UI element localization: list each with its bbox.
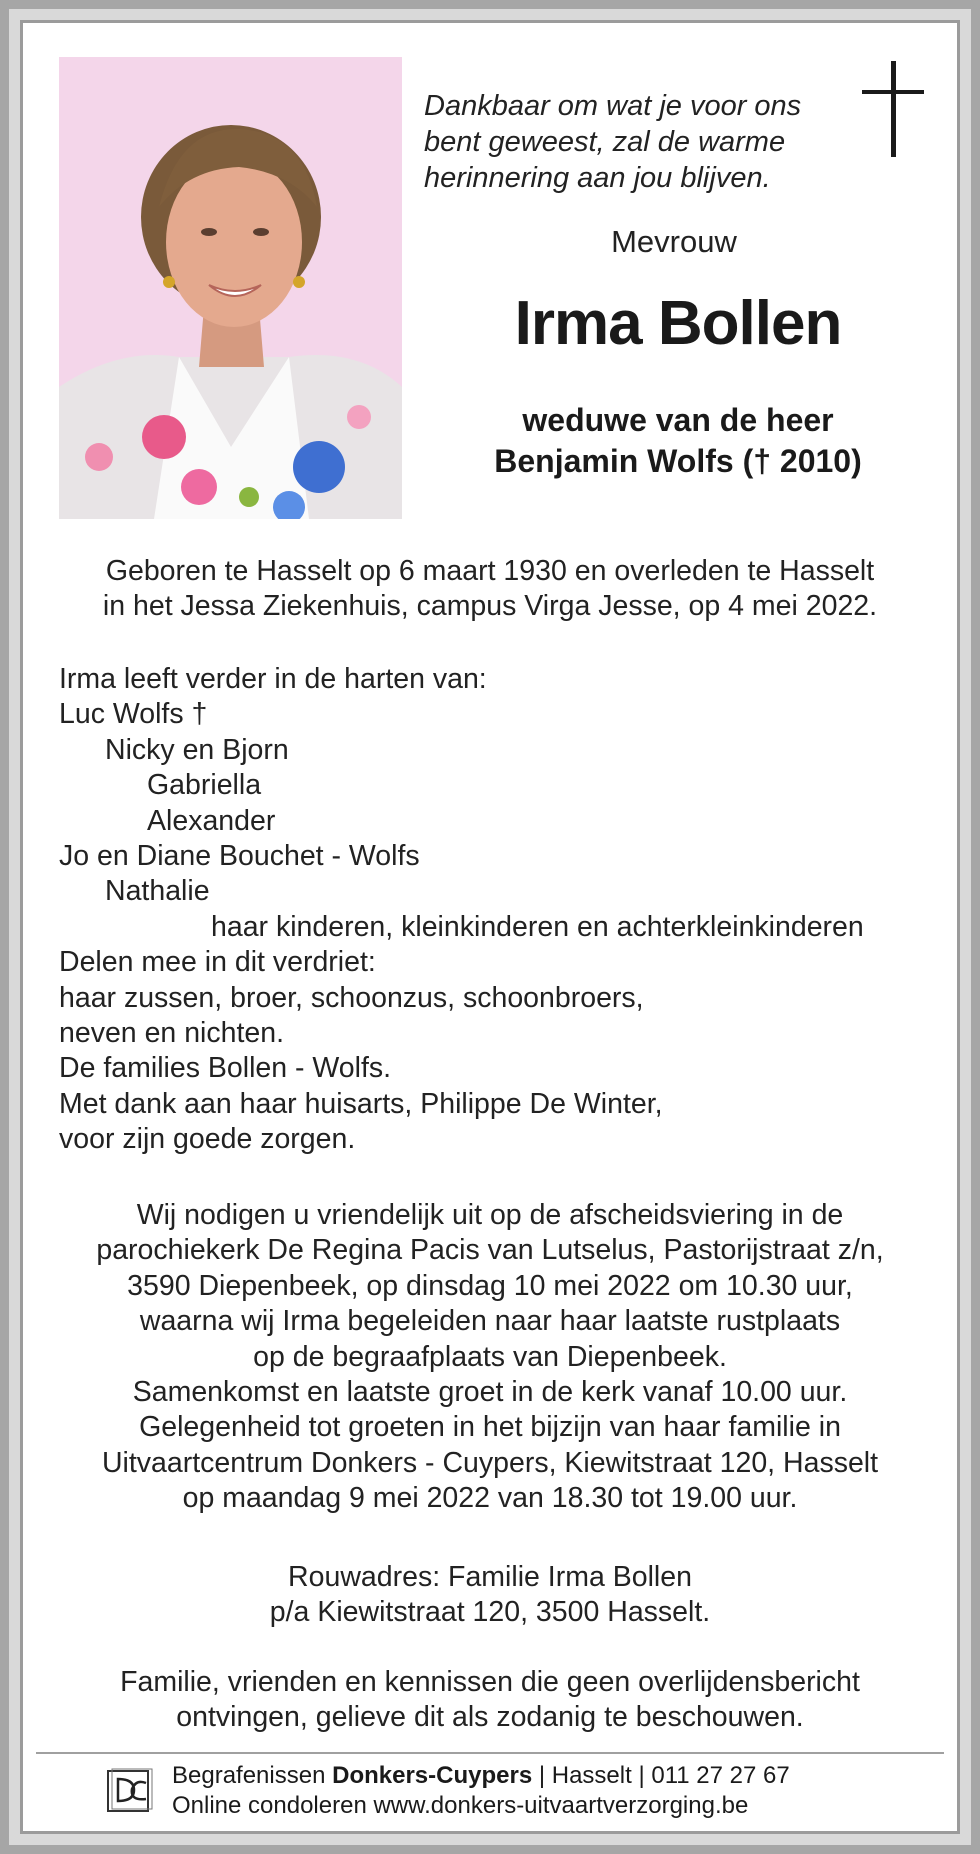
family-siblings: haar zussen, broer, schoonzus, schoonbroers, (59, 981, 644, 1014)
family-families: De families Bollen - Wolfs. (59, 1052, 392, 1085)
ceremony-details (40, 1198, 940, 1517)
notice-line: Familie, vrienden en kennissen die geen overlijdensbericht (120, 1666, 860, 1698)
honorific: Mevrouw (611, 224, 737, 259)
latin-cross-icon (862, 61, 924, 157)
footer-divider (36, 1752, 944, 1754)
family-member: Luc Wolfs † (59, 698, 208, 731)
memorial-quote (424, 88, 854, 196)
family-member: Alexander (147, 804, 276, 837)
funeral-home-location: | Hasselt | 011 27 27 67 (532, 1762, 790, 1789)
family-summary: haar kinderen, kleinkinderen en achterkleinkinderen (211, 910, 864, 943)
ceremony-line: op de begraafplaats van Diepenbeek. (253, 1340, 727, 1373)
quote-line: bent geweest, zal de warme (424, 126, 786, 158)
dc-monogram-logo (106, 1767, 154, 1815)
address-line: Rouwadres: Familie Irma Bollen (288, 1561, 692, 1593)
family-member: Jo en Diane Bouchet - Wolfs (59, 840, 420, 873)
family-thanks: Met dank aan haar huisarts, Philippe De Winter, (59, 1087, 663, 1120)
family-care: voor zijn goede zorgen. (59, 1123, 356, 1156)
family-member: Gabriella (147, 769, 262, 802)
funeral-home-name: Donkers-Cuypers (332, 1762, 533, 1789)
portrait-photo (59, 57, 402, 519)
funeral-home-info (172, 1761, 790, 1821)
ceremony-line: Uitvaartcentrum Donkers - Cuypers, Kiewitstraat 120, Hasselt (101, 1446, 879, 1479)
widow-line: Benjamin Wolfs († 2010) (494, 443, 862, 479)
family-cousins: neven en nichten. (59, 1017, 285, 1050)
ceremony-line: 3590 Diepenbeek, op dinsdag 10 mei 2022 om 10.30 uur, (127, 1269, 853, 1302)
notice-line: ontvingen, gelieve dit als zodanig te beschouwen. (176, 1701, 804, 1734)
family-intro: Irma leeft verder in de harten van: (59, 663, 487, 695)
funeral-home-line (172, 1761, 790, 1791)
ceremony-line: Samenkomst en laatste groet in de kerk vanaf 10.00 uur. (132, 1376, 848, 1409)
ceremony-line: op maandag 9 mei 2022 van 18.30 tot 19.00 uur. (182, 1482, 798, 1515)
ceremony-line: Gelegenheid tot groeten in het bijzijn van haar familie in (139, 1411, 841, 1444)
address-line: p/a Kiewitstraat 120, 3500 Hasselt. (269, 1596, 711, 1629)
birth-line: in het Jessa Ziekenhuis, campus Virga Jesse, op 4 mei 2022. (102, 590, 878, 623)
family-list (59, 662, 949, 1158)
birth-line: Geboren te Hasselt op 6 maart 1930 en overleden te Hasselt (105, 555, 875, 587)
ceremony-line: waarna wij Irma begeleiden naar haar laatste rustplaats (139, 1305, 841, 1338)
quote-line: Dankbaar om wat je voor ons (424, 90, 802, 122)
ceremony-line: parochiekerk De Regina Pacis van Lutselus, Pastorijstraat z/n, (96, 1234, 884, 1267)
widow-of (420, 400, 936, 482)
ceremony-line: Wij nodigen u vriendelijk uit op de afscheidsviering in de (136, 1199, 844, 1231)
birth-death-details (40, 554, 940, 625)
family-member: Nathalie (105, 875, 210, 908)
family-member: Nicky en Bjorn (105, 733, 289, 766)
family-share: Delen mee in dit verdriet: (59, 946, 376, 979)
quote-line: herinnering aan jou blijven. (424, 162, 771, 194)
deceased-name: Irma Bollen (514, 289, 842, 358)
notice-text (40, 1665, 940, 1736)
funeral-home-prefix: Begrafenissen (172, 1762, 333, 1789)
mourning-address (40, 1560, 940, 1631)
online-condolences: Online condoleren www.donkers-uitvaartverzorging.be (172, 1792, 749, 1819)
widow-line: weduwe van de heer (522, 402, 834, 438)
